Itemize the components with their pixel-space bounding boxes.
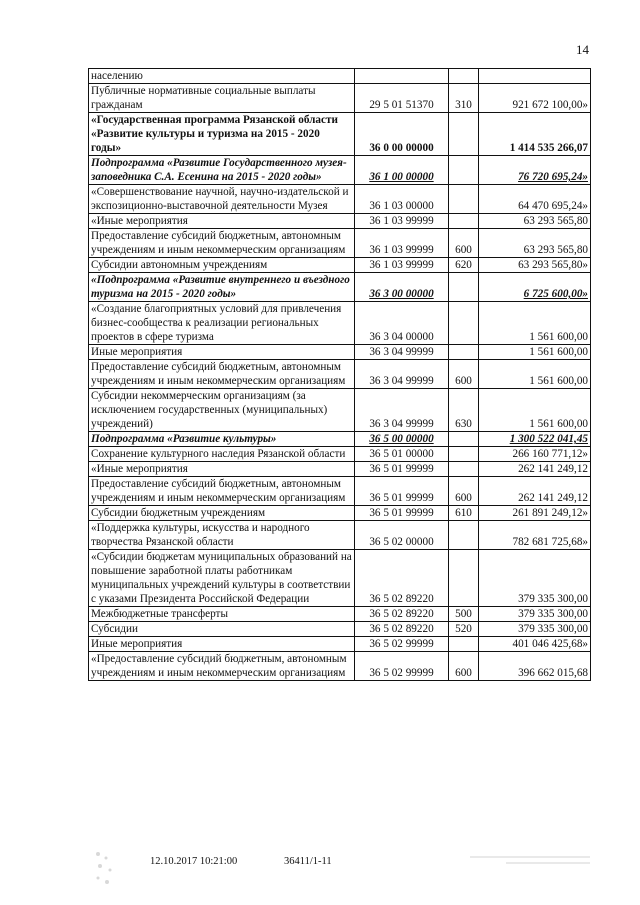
table-row (89, 84, 591, 113)
row-code-cell: 36 1 03 99999 (355, 258, 449, 273)
row-name-cell: Субсидии автономным учреждениям (89, 258, 355, 273)
page-number: 14 (576, 42, 589, 57)
row-type-cell: 630 (449, 389, 479, 432)
row-type-cell (449, 345, 479, 360)
row-code-cell: 36 1 00 00000 (355, 156, 449, 185)
row-name-cell: Подпрограмма «Развитие Государственного музея-заповедника С.А. Есенина на 2015 - 2020 годы» (89, 156, 355, 185)
table-row (89, 652, 591, 681)
row-sum-cell: 379 335 300,00 (479, 622, 591, 637)
row-sum-cell: 63 293 565,80» (479, 258, 591, 273)
row-type-cell (449, 447, 479, 462)
row-sum-cell: 921 672 100,00» (479, 84, 591, 113)
row-type-cell: 520 (449, 622, 479, 637)
row-type-cell (449, 156, 479, 185)
table-row (89, 550, 591, 607)
table-row (89, 258, 591, 273)
row-type-cell: 310 (449, 84, 479, 113)
row-sum-cell: 64 470 695,24» (479, 185, 591, 214)
row-name-cell: Предоставление субсидий бюджетным, автономным учреждениям и иным некоммерческим организациям (89, 360, 355, 389)
row-sum-cell: 379 335 300,00 (479, 607, 591, 622)
row-sum-cell: 261 891 249,12» (479, 506, 591, 521)
table-row (89, 637, 591, 652)
row-name-cell: Сохранение культурного наследия Рязанской области (89, 447, 355, 462)
row-type-cell (449, 69, 479, 84)
table-row (89, 477, 591, 506)
row-sum-cell: 1 561 600,00 (479, 389, 591, 432)
table-row (89, 389, 591, 432)
row-sum-cell: 379 335 300,00 (479, 550, 591, 607)
row-name-cell: «Создание благоприятных условий для привлечения бизнес-сообщества к реализации региональных проектов в сфере туризма (89, 302, 355, 345)
row-type-cell (449, 521, 479, 550)
row-name-cell: «Субсидии бюджетам муниципальных образований на повышение заработной платы работникам муниципальных учреждений культуры в соответствии с указами Президента Российской Федерации (89, 550, 355, 607)
row-name-cell: «Иные мероприятия (89, 462, 355, 477)
row-name-cell: Субсидии (89, 622, 355, 637)
table-row (89, 273, 591, 302)
row-code-cell: 36 3 00 00000 (355, 273, 449, 302)
row-sum-cell: 76 720 695,24» (479, 156, 591, 185)
row-code-cell: 36 5 00 00000 (355, 432, 449, 447)
row-name-cell: Субсидии бюджетным учреждениям (89, 506, 355, 521)
row-code-cell: 36 5 02 89220 (355, 607, 449, 622)
row-name-cell: «Предоставление субсидий бюджетным, автономным учреждениям и иным некоммерческим организациям (89, 652, 355, 681)
row-code-cell: 36 5 01 99999 (355, 477, 449, 506)
row-type-cell: 600 (449, 477, 479, 506)
table-row (89, 506, 591, 521)
table-row (89, 432, 591, 447)
row-name-cell: «Иные мероприятия (89, 214, 355, 229)
row-sum-cell: 1 561 600,00 (479, 302, 591, 345)
row-code-cell: 36 5 01 00000 (355, 447, 449, 462)
row-code-cell: 36 3 04 99999 (355, 389, 449, 432)
row-type-cell (449, 637, 479, 652)
row-code-cell: 36 5 01 99999 (355, 506, 449, 521)
row-name-cell: «Совершенствование научной, научно-издательской и экспозиционно-выставочной деятельности Музея (89, 185, 355, 214)
table-row (89, 185, 591, 214)
row-name-cell: Предоставление субсидий бюджетным, автономным учреждениям и иным некоммерческим организациям (89, 477, 355, 506)
row-sum-cell: 63 293 565,80 (479, 229, 591, 258)
table-row (89, 345, 591, 360)
row-type-cell (449, 550, 479, 607)
row-name-cell: Подпрограмма «Развитие культуры» (89, 432, 355, 447)
row-sum-cell: 1 300 522 041,45 (479, 432, 591, 447)
row-type-cell (449, 185, 479, 214)
row-sum-cell: 1 561 600,00 (479, 360, 591, 389)
row-sum-cell: 266 160 771,12» (479, 447, 591, 462)
row-code-cell: 36 3 04 99999 (355, 345, 449, 360)
row-code-cell: 36 5 02 00000 (355, 521, 449, 550)
budget-table (88, 68, 591, 681)
row-type-cell: 600 (449, 360, 479, 389)
row-code-cell: 36 5 02 89220 (355, 550, 449, 607)
budget-table-body (89, 69, 591, 681)
row-name-cell: «Государственная программа Рязанской области «Развитие культуры и туризма на 2015 - 2020 годы» (89, 113, 355, 156)
row-name-cell: населению (89, 69, 355, 84)
row-type-cell: 600 (449, 229, 479, 258)
row-name-cell: Иные мероприятия (89, 637, 355, 652)
row-code-cell: 36 3 04 00000 (355, 302, 449, 345)
row-code-cell: 36 1 03 99999 (355, 214, 449, 229)
row-sum-cell: 782 681 725,68» (479, 521, 591, 550)
row-code-cell: 36 5 02 99999 (355, 637, 449, 652)
row-type-cell (449, 273, 479, 302)
table-row (89, 214, 591, 229)
row-type-cell: 610 (449, 506, 479, 521)
row-code-cell: 36 1 03 99999 (355, 229, 449, 258)
row-code-cell (355, 69, 449, 84)
row-type-cell (449, 302, 479, 345)
row-name-cell: «Подпрограмма «Развитие внутреннего и въездного туризма на 2015 - 2020 годы» (89, 273, 355, 302)
row-name-cell: Иные мероприятия (89, 345, 355, 360)
row-name-cell: Межбюджетные трансферты (89, 607, 355, 622)
row-sum-cell: 1 414 535 266,07 (479, 113, 591, 156)
row-name-cell: «Поддержка культуры, искусства и народного творчества Рязанской области (89, 521, 355, 550)
row-sum-cell: 262 141 249,12 (479, 477, 591, 506)
row-type-cell: 600 (449, 652, 479, 681)
table-row (89, 302, 591, 345)
row-sum-cell: 401 046 425,68» (479, 637, 591, 652)
row-type-cell: 620 (449, 258, 479, 273)
row-sum-cell: 396 662 015,68 (479, 652, 591, 681)
footer-doc-number: 36411/1-11 (284, 856, 332, 867)
table-row (89, 622, 591, 637)
row-sum-cell: 6 725 600,00» (479, 273, 591, 302)
row-code-cell: 36 1 03 00000 (355, 185, 449, 214)
table-row (89, 360, 591, 389)
table-row (89, 447, 591, 462)
table-row (89, 113, 591, 156)
row-code-cell: 36 5 02 99999 (355, 652, 449, 681)
table-row (89, 521, 591, 550)
row-type-cell (449, 113, 479, 156)
row-code-cell: 36 0 00 00000 (355, 113, 449, 156)
row-type-cell (449, 462, 479, 477)
row-code-cell: 36 5 02 89220 (355, 622, 449, 637)
row-code-cell: 29 5 01 51370 (355, 84, 449, 113)
scan-stamp-mark (92, 848, 116, 888)
faded-signature-text (470, 852, 590, 878)
table-row (89, 69, 591, 84)
table-row (89, 462, 591, 477)
row-sum-cell (479, 69, 591, 84)
row-name-cell: Субсидии некоммерческим организациям (за исключением государственных (муниципальных) учреждений) (89, 389, 355, 432)
row-sum-cell: 63 293 565,80 (479, 214, 591, 229)
row-type-cell (449, 214, 479, 229)
row-name-cell: Предоставление субсидий бюджетным, автономным учреждениям и иным некоммерческим организациям (89, 229, 355, 258)
footer-date: 12.10.2017 10:21:00 (150, 856, 238, 867)
row-sum-cell: 1 561 600,00 (479, 345, 591, 360)
row-code-cell: 36 3 04 99999 (355, 360, 449, 389)
row-type-cell: 500 (449, 607, 479, 622)
table-row (89, 156, 591, 185)
row-type-cell (449, 432, 479, 447)
table-row (89, 607, 591, 622)
row-name-cell: Публичные нормативные социальные выплаты гражданам (89, 84, 355, 113)
row-code-cell: 36 5 01 99999 (355, 462, 449, 477)
table-row (89, 229, 591, 258)
row-sum-cell: 262 141 249,12 (479, 462, 591, 477)
